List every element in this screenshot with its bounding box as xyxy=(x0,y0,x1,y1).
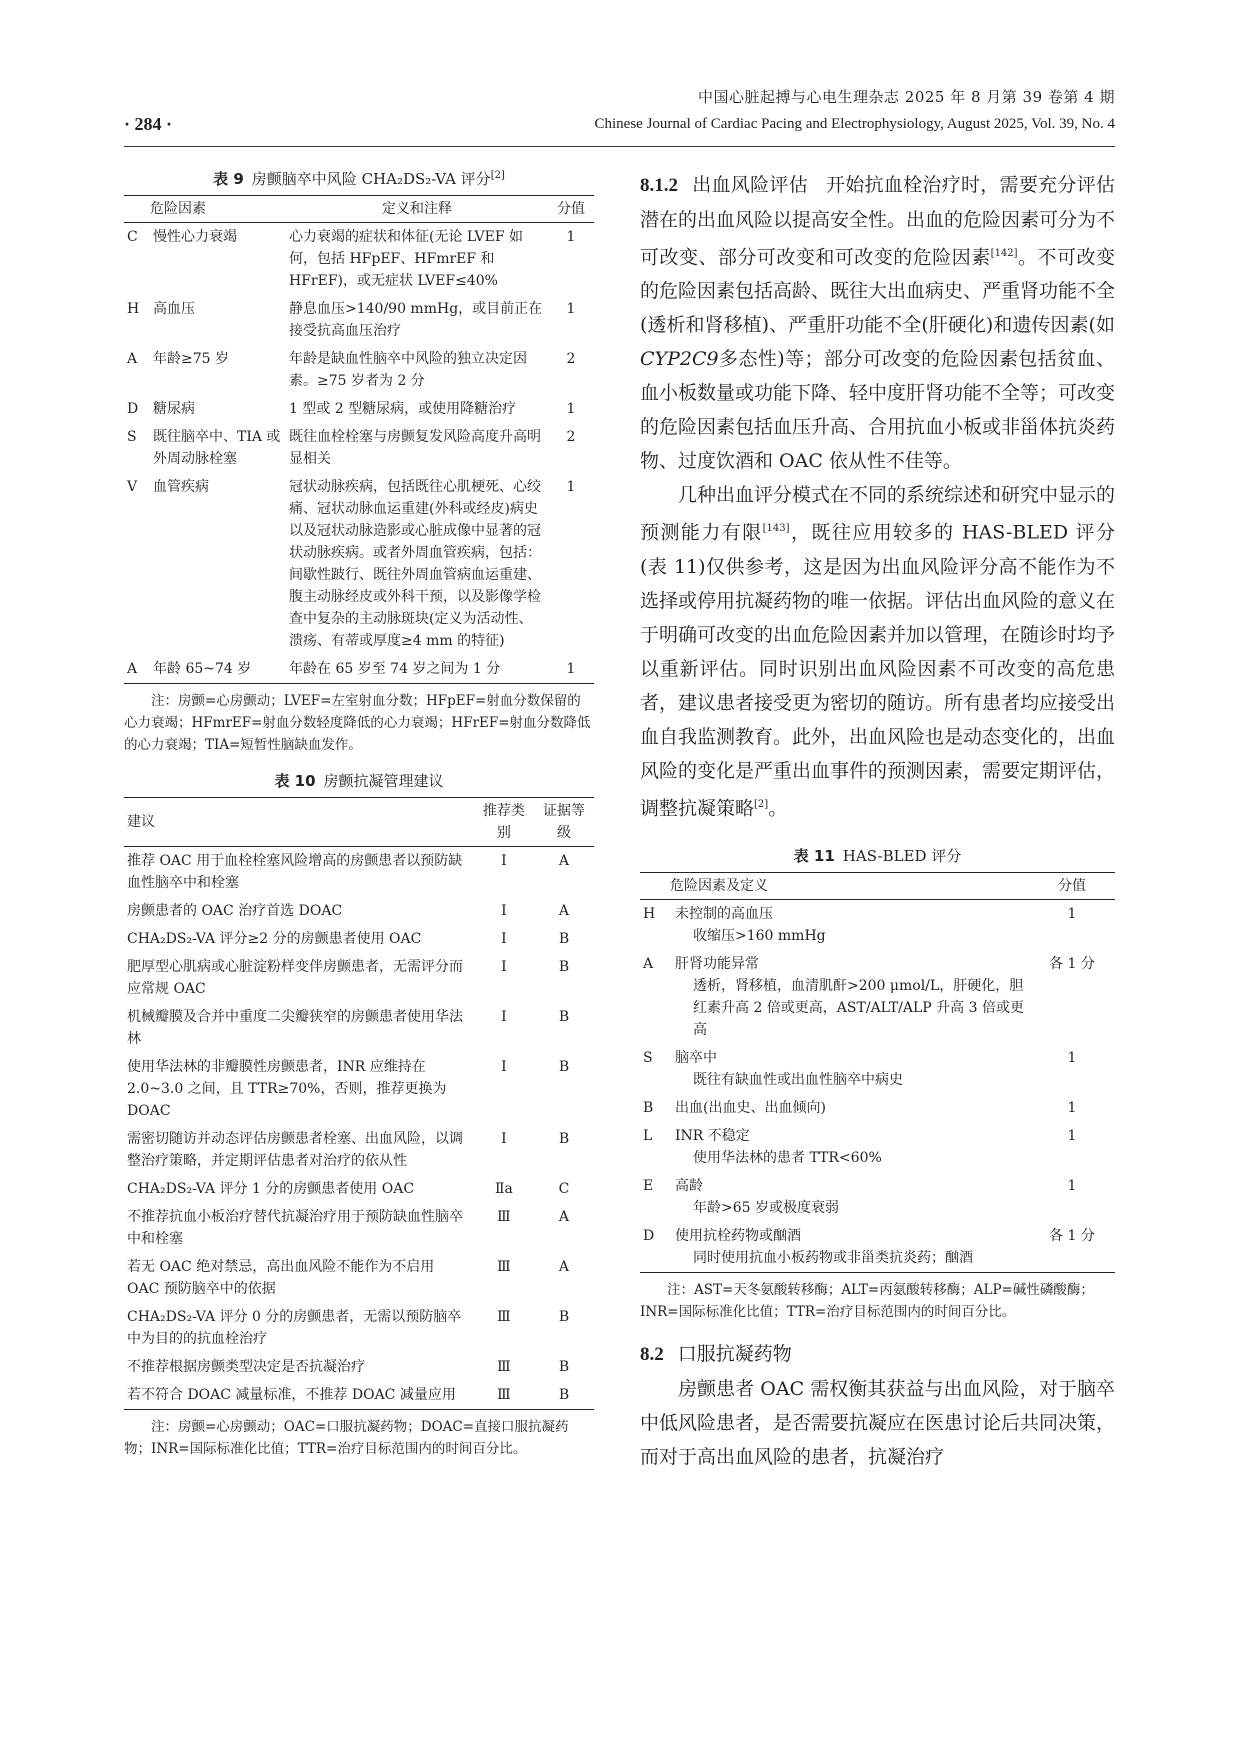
table10-class: Ⅲ xyxy=(497,1359,511,1375)
table9-note: 注：房颤=心房颤动；LVEF=左室射血分数；HFpEF=射血分数保留的心力衰竭；HFmrEF=射血分数轻度降低的心力衰竭；HFrEF=射血分数降低的心力衰竭；TIA=短暂性脑缺血发作。 xyxy=(124,693,591,753)
table11-code: H xyxy=(643,905,656,922)
table10-level: B xyxy=(558,1009,570,1025)
table10-recommendation: 不推荐根据房颤类型决定是否抗凝治疗 xyxy=(127,1359,365,1375)
table10-recommendation: CHA₂DS₂-VA 评分 1 分的房颤患者使用 OAC xyxy=(127,1181,415,1197)
table9-factor: 年龄 65~74 岁 xyxy=(153,661,252,677)
section-8-2-paragraph-1: 房颤患者 OAC 需权衡其获益与出血风险，对于脑卒中低风险患者，是否需要抗凝应在医患讨论后共同决策，而对于高出血风险的患者，抗凝治疗 xyxy=(640,1377,1116,1468)
table9-caption xyxy=(124,168,594,189)
table10-class: Ⅰ xyxy=(501,903,507,919)
table10-class: Ⅱa xyxy=(494,1181,513,1197)
table11-factor-detail: 既往有缺血性或出血性脑卒中病史 xyxy=(693,1071,903,1088)
table10-title: 房颤抗凝管理建议 xyxy=(323,772,444,790)
table10-row xyxy=(124,847,594,898)
table10-recommendation: 肥厚型心肌病或心脏淀粉样变伴房颤患者，无需评分而应常规 OAC xyxy=(127,959,463,997)
table9-factor: 慢性心力衰竭 xyxy=(153,229,237,245)
table9-score: 1 xyxy=(566,661,576,677)
header-rule xyxy=(124,146,1115,147)
section-8-1-2-paragraph-2 xyxy=(640,478,1115,825)
table9-row xyxy=(124,345,594,395)
table11-row xyxy=(640,1172,1115,1222)
table9-definition: 静息血压>140/90 mmHg，或目前正在接受抗高血压治疗 xyxy=(289,301,543,339)
table9-body xyxy=(124,223,594,684)
table9-header-score: 分值 xyxy=(557,201,585,217)
table11-factor-cell xyxy=(672,950,1029,1044)
table9-code: D xyxy=(127,401,139,417)
table9-code: V xyxy=(127,479,138,495)
s812-ref-142: [142] xyxy=(990,248,1018,259)
table11-code: E xyxy=(643,1177,654,1194)
table11-score: 1 xyxy=(1067,1127,1077,1144)
s812-p1-mid: 。不可改变的危险因素包括高龄、既往大出血病史、严重肾功能不全(透析和肾移植)、严重肝功能不全(肝硬化)和遗传因素(如 xyxy=(640,246,1116,337)
table9-score: 1 xyxy=(566,229,576,245)
journal-header-cn: 中国心脏起搏与心电生理杂志 2025 年 8 月第 39 卷第 4 期 xyxy=(698,88,1115,106)
table9-code: A xyxy=(127,351,138,367)
table11-factor-cell xyxy=(672,1172,1029,1222)
table11-factor-detail: 使用华法林的患者 TTR<60% xyxy=(693,1149,882,1166)
table11-factor-detail: 同时使用抗血小板药物或非甾类抗炎药；酗酒 xyxy=(693,1249,973,1266)
table10-level: B xyxy=(558,1359,570,1375)
table9-code: A xyxy=(127,661,138,677)
table10-level: B xyxy=(558,959,570,975)
s812-p2-end: 。 xyxy=(768,796,788,819)
table11-factor-detail: 年龄>65 岁或极度衰弱 xyxy=(693,1199,839,1216)
table9-definition: 心力衰竭的症状和体征(无论 LVEF 如何，包括 HFpEF、HFmrEF 和 HFrEF)，或无症状 LVEF≤40% xyxy=(289,229,524,289)
table9-factor: 年龄≥75 岁 xyxy=(153,351,229,367)
table9-label: 表 9 xyxy=(213,170,244,188)
table10-level: A xyxy=(558,1209,570,1225)
table11-factor-name: 肝肾功能异常 xyxy=(675,955,759,972)
section-8-2-number: 8.2 xyxy=(640,1343,664,1365)
table11-factor-detail: 透析，肾移植，血清肌酐>200 μmol/L，肝硬化，胆红素升高 2 倍或更高，AST/ALT/ALP 升高 3 倍或更高 xyxy=(693,977,1024,1038)
table9-header-def: 定义和注释 xyxy=(382,201,452,217)
table10-recommendation: 若不符合 DOAC 减量标准，不推荐 DOAC 减量应用 xyxy=(127,1387,456,1403)
table9-score: 1 xyxy=(566,401,576,417)
table10-recommendation: 需密切随访并动态评估房颤患者栓塞、出血风险，以调整治疗策略，并定期评估患者对治疗的依从性 xyxy=(127,1131,463,1169)
table11-score: 各 1 分 xyxy=(1049,955,1095,972)
right-column xyxy=(640,168,1115,1474)
table9 xyxy=(124,195,594,684)
table11-code: A xyxy=(643,955,654,972)
table10-recommendation: 机械瓣膜及合并中重度二尖瓣狭窄的房颤患者使用华法林 xyxy=(127,1009,463,1047)
table10-level: B xyxy=(558,1131,570,1147)
table11-title: HAS-BLED 评分 xyxy=(842,846,962,865)
table11-factor-cell xyxy=(672,1122,1029,1172)
table10-level: B xyxy=(558,931,570,947)
table10-recommendation: 房颤患者的 OAC 治疗首选 DOAC xyxy=(127,903,343,919)
table11-factor-name: 高龄 xyxy=(675,1177,703,1194)
table11-row xyxy=(640,899,1115,950)
table10-label: 表 10 xyxy=(274,772,316,790)
table10-level: A xyxy=(558,903,570,919)
table10-class: Ⅰ xyxy=(501,1009,507,1025)
table10-class: Ⅲ xyxy=(497,1309,511,1325)
table10-recommendation: CHA₂DS₂-VA 评分 0 分的房颤患者，无需以预防脑卒中为目的的抗血栓治疗 xyxy=(127,1309,462,1347)
table10-row xyxy=(124,1353,594,1381)
table11-note: 注：AST=天冬氨酸转移酶；ALT=丙氨酸转移酶；ALP=碱性磷酸酶；INR=国际标准化比值；TTR=治疗目标范围内的时间百分比。 xyxy=(640,1281,1094,1320)
table11-score: 1 xyxy=(1067,905,1077,922)
table10-row xyxy=(124,1125,594,1175)
table11 xyxy=(640,872,1115,1273)
table11-body xyxy=(640,899,1115,1272)
table11-code: D xyxy=(643,1227,655,1244)
table9-score: 2 xyxy=(566,351,576,367)
table11-score: 1 xyxy=(1067,1049,1077,1066)
table10-recommendation: 使用华法林的非瓣膜性房颤患者，INR 应维持在 2.0~3.0 之间，且 TTR≥70%，否则，推荐更换为 DOAC xyxy=(127,1059,447,1119)
table11-code: B xyxy=(643,1099,654,1116)
table11-header-factor: 危险因素及定义 xyxy=(670,877,768,894)
left-column xyxy=(124,168,594,1474)
table9-row xyxy=(124,295,594,345)
table9-definition: 年龄是缺血性脑卒中风险的独立决定因素。≥75 岁者为 2 分 xyxy=(289,351,527,389)
table11-row xyxy=(640,950,1115,1044)
section-8-2-title: 口服抗凝药物 xyxy=(677,1342,792,1365)
journal-header-en: Chinese Journal of Cardiac Pacing and Electrophysiology, August 2025, Vol. 39, No. 4 xyxy=(594,116,1115,132)
table10-recommendation: CHA₂DS₂-VA 评分≥2 分的房颤患者使用 OAC xyxy=(127,931,422,947)
table10-class: Ⅰ xyxy=(501,931,507,947)
table10-recommendation: 不推荐抗血小板治疗替代抗凝治疗用于预防缺血性脑卒中和栓塞 xyxy=(127,1209,463,1247)
table11-factor-name: 未控制的高血压 xyxy=(675,905,773,922)
table9-code: S xyxy=(127,429,137,445)
s812-p1-lead: 开始抗血栓治疗时，需要充分评估潜在的出血风险以提高安全性。出血的危险因素可分为不可改变、部分可改变和可改变的危险因素 xyxy=(640,174,1116,269)
table10-row xyxy=(124,925,594,953)
table11-label: 表 11 xyxy=(793,846,835,865)
table10-class: Ⅲ xyxy=(497,1209,511,1225)
table9-definition: 冠状动脉疾病，包括既往心肌梗死、心绞痛、冠状动脉血运重建(外科或经皮)病史以及冠状动脉造影或心脏成像中显著的冠状动脉疾病。或者外周血管疾病，包括：间歇性跛行、既往外周血管病血运重建、腹主动脉经皮或外科干预，以及影像学检查中复杂的主动脉斑块(定义为活动性、溃疡、有蒂或厚度≥4 mm 的特征) xyxy=(289,479,541,649)
table9-factor: 糖尿病 xyxy=(153,401,195,417)
table10-level: B xyxy=(558,1309,570,1325)
table11-factor-name: 出血(出血史、出血倾向) xyxy=(675,1099,826,1116)
table9-row xyxy=(124,655,594,684)
table10-row xyxy=(124,1381,594,1410)
s812-ref-2: [2] xyxy=(754,798,769,810)
table10-row xyxy=(124,1053,594,1125)
table11-caption xyxy=(640,845,1115,866)
table11-factor-cell xyxy=(672,1222,1029,1273)
table10-class: Ⅰ xyxy=(501,959,507,975)
table11-row xyxy=(640,1044,1115,1094)
table11-factor-name: 使用抗栓药物或酗酒 xyxy=(675,1227,801,1244)
table10-level: A xyxy=(558,1259,570,1275)
table11-code: S xyxy=(643,1049,653,1066)
table10-header-level: 证据等级 xyxy=(542,803,585,841)
table11-score: 1 xyxy=(1067,1177,1077,1194)
table9-ref: [2] xyxy=(490,170,505,181)
table10-class: Ⅲ xyxy=(497,1387,511,1403)
table11-factor-cell xyxy=(672,1044,1029,1094)
table10-level: A xyxy=(558,853,570,869)
table10-class: Ⅲ xyxy=(497,1259,511,1275)
table11-score: 1 xyxy=(1067,1099,1077,1116)
table11-factor-name: INR 不稳定 xyxy=(675,1127,750,1144)
table10 xyxy=(124,797,594,1410)
s812-p2-mid: ，既往应用较多的 HAS-BLED 评分(表 11)仅供参考，这是因为出血风险评分高不能作为不选择或停用抗凝药物的唯一依据。评估出血风险的意义在于明确可改变的出血危险因素并加以管理，在随诊时均予以重新评估。同时识别出血风险因素不可改变的高危患者，建议患者接受更为密切的随访。所有患者均应接受出血自我监测教育。此外，出血风险也是动态变化的，出血风险的变化是严重出血事件的预测因素，需要定期评估，调整抗凝策略 xyxy=(640,521,1116,819)
table9-row xyxy=(124,473,594,655)
s812-p2-lead: 几种出血评分模式在不同的系统综述和研究中显示的预测能力有限 xyxy=(640,484,1116,544)
table9-row xyxy=(124,423,594,473)
table10-recommendation: 若无 OAC 绝对禁忌，高出血风险不能作为不启用 OAC 预防脑卒中的依据 xyxy=(127,1259,435,1297)
table9-factor: 既往脑卒中、TIA 或外周动脉栓塞 xyxy=(153,429,281,467)
table9-definition: 年龄在 65 岁至 74 岁之间为 1 分 xyxy=(289,661,501,677)
table10-row xyxy=(124,1303,594,1353)
table10-row xyxy=(124,897,594,925)
table10-row xyxy=(124,953,594,1003)
section-8-1-2-paragraph-1 xyxy=(640,168,1115,478)
table10-class: Ⅰ xyxy=(501,1059,507,1075)
table11-row xyxy=(640,1222,1115,1273)
table10-level: C xyxy=(558,1181,570,1197)
table9-row xyxy=(124,223,594,296)
section-8-1-2-title: 出血风险评估 xyxy=(692,174,808,196)
table10-class: Ⅰ xyxy=(501,1131,507,1147)
section-8-1-2-number: 8.1.2 xyxy=(640,175,678,196)
table9-definition: 1 型或 2 型糖尿病，或使用降糖治疗 xyxy=(289,401,517,417)
table9-code: C xyxy=(127,229,138,245)
table9-row xyxy=(124,395,594,423)
table9-definition: 既往血栓栓塞与房颤复发风险高度升高明显相关 xyxy=(289,429,541,467)
table10-body xyxy=(124,847,594,1410)
table9-score: 2 xyxy=(566,429,576,445)
table10-row xyxy=(124,1203,594,1253)
table10-header-class: 推荐类别 xyxy=(482,803,525,841)
table10-level: B xyxy=(558,1387,570,1403)
table9-title: 房颤脑卒中风险 CHA₂DS₂-VA 评分 xyxy=(251,170,491,188)
table11-factor-cell xyxy=(672,1094,1029,1122)
table9-factor: 高血压 xyxy=(153,301,195,317)
table11-factor-cell xyxy=(672,899,1029,950)
s812-ref-143: [143] xyxy=(762,523,790,535)
table10-level: B xyxy=(558,1059,570,1075)
table9-code: H xyxy=(127,301,140,317)
table11-factor-detail: 收缩压>160 mmHg xyxy=(693,927,826,944)
table10-row xyxy=(124,1175,594,1203)
table10-note: 注：房颤=心房颤动；OAC=口服抗凝药物；DOAC=直接口服抗凝药物；INR=国际标准化比值；TTR=治疗目标范围内的时间百分比。 xyxy=(124,1419,569,1457)
table11-score: 各 1 分 xyxy=(1049,1227,1095,1244)
s812-gene: CYP2C9 xyxy=(640,348,719,371)
page-number: · 284 · xyxy=(124,114,173,134)
table10-class: Ⅰ xyxy=(501,853,507,869)
table10-caption xyxy=(124,770,594,791)
table10-row xyxy=(124,1003,594,1053)
s812-p1-tail: 多态性)等；部分可改变的危险因素包括贫血、血小板数量或功能下降、轻中度肝肾功能不全等；可改变的危险因素包括血压升高、合用抗血小板或非甾体抗炎药物、过度饮酒和 OAC 依从性不佳等。 xyxy=(640,348,1116,473)
table11-code: L xyxy=(643,1127,653,1144)
table9-header-factor: 危险因素 xyxy=(150,201,206,217)
table9-score: 1 xyxy=(566,301,576,317)
table10-row xyxy=(124,1253,594,1303)
table11-row xyxy=(640,1094,1115,1122)
table10-recommendation: 推荐 OAC 用于血栓栓塞风险增高的房颤患者以预防缺血性脑卒中和栓塞 xyxy=(127,853,463,891)
table10-header-rec: 建议 xyxy=(127,814,155,830)
table9-score: 1 xyxy=(566,479,576,495)
table11-factor-name: 脑卒中 xyxy=(675,1049,717,1066)
table11-header-score: 分值 xyxy=(1058,877,1086,894)
section-8-2-heading xyxy=(640,1337,1115,1372)
table9-factor: 血管疾病 xyxy=(153,479,209,495)
table11-row xyxy=(640,1122,1115,1172)
